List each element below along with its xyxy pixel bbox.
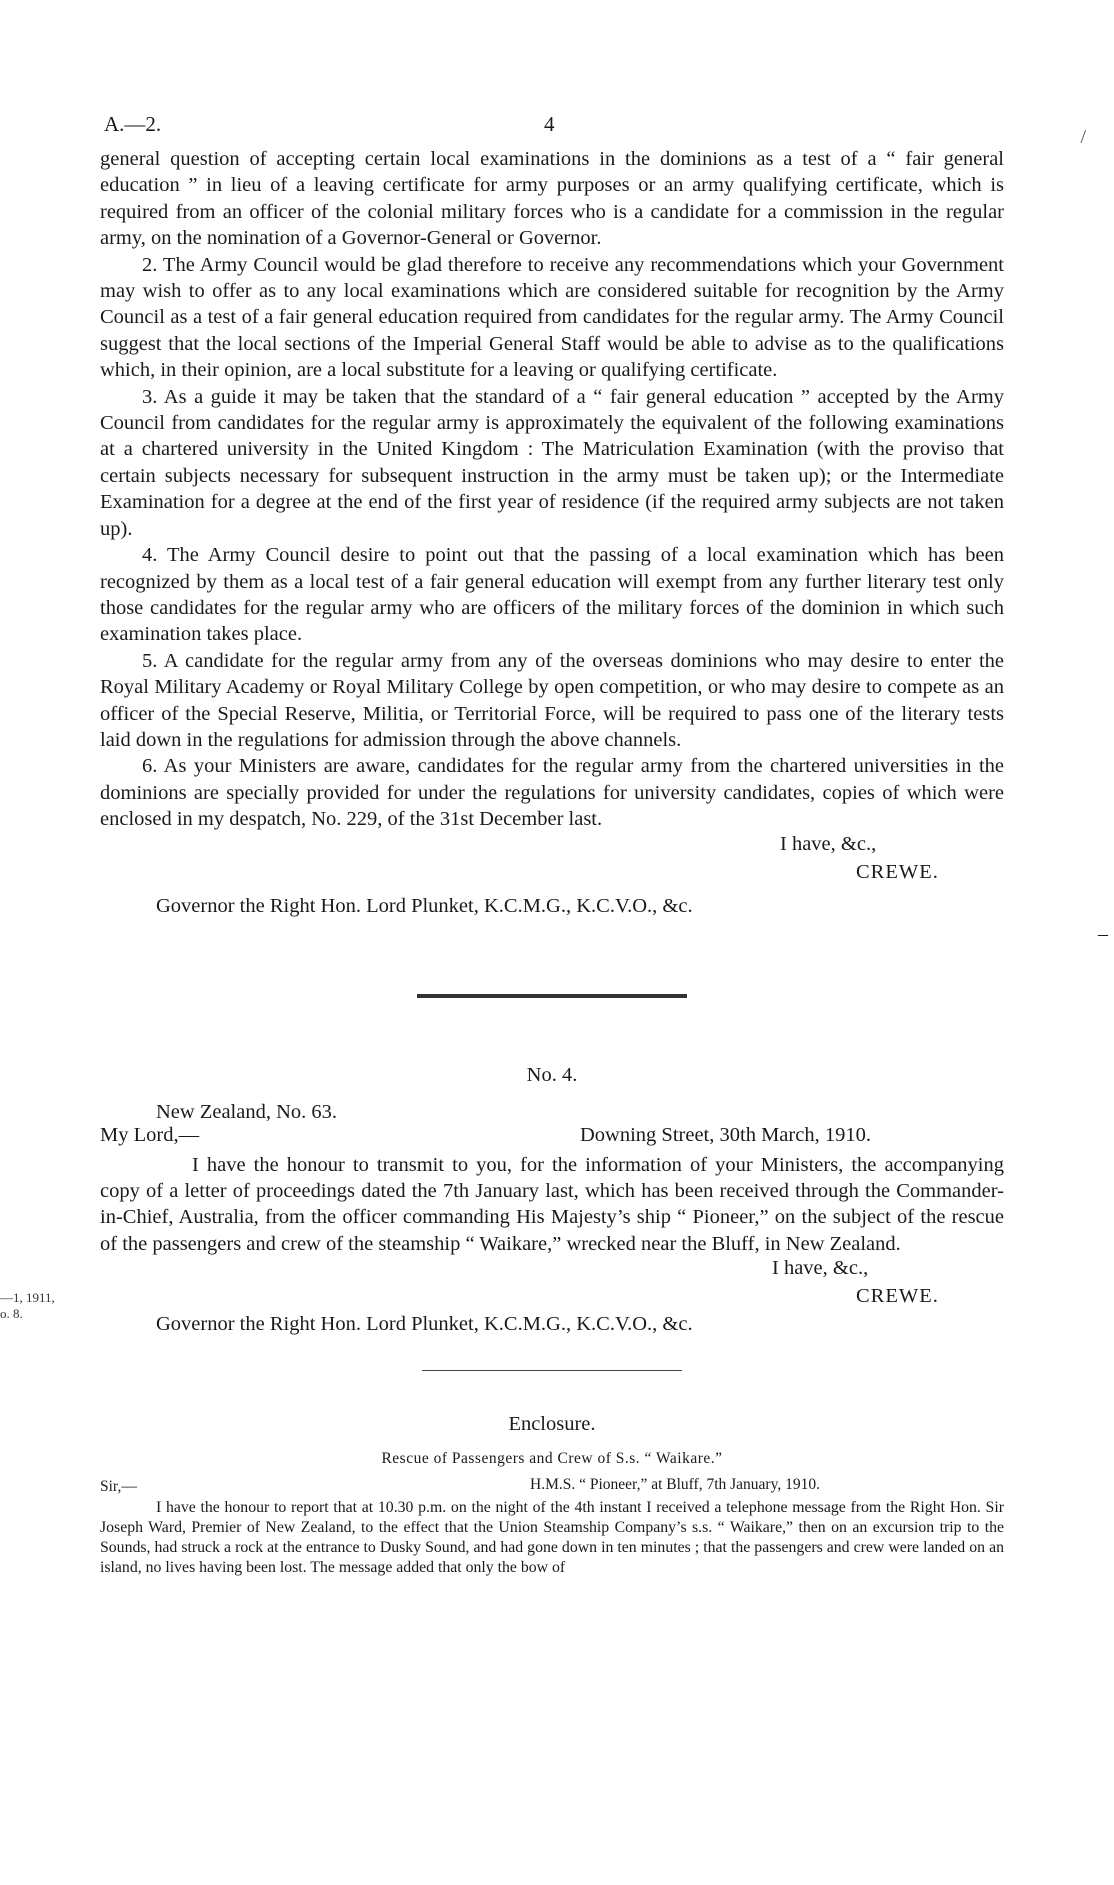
paragraph: I have the honour to report that at 10.30 p.m. on the night of the 4th instant I received a telephone message from the Right Hon. Sir Joseph Ward, Premier of New Zealand, to the effect that the Union Steamship Company’s s.s. “ Waikare,” then on an excursion trip to the Sounds, had struck a rock at the entrance to Dusky Sound, and had gone down in ten minutes ; that the passengers and crew were landed on an island, no lives having been lost. The message added that only the bow of bbox=[100, 1499, 1004, 1577]
document-code: A.—2. bbox=[104, 112, 162, 136]
paragraph: 5. A candidate for the regular army from any of the overseas dominions who may desire to enter the Royal Military Academy or Royal Military College by open competition, or who may desire to compete as an officer of the Special Reserve, Militia, or Territorial Force, will be required to pass one of the literary tests laid down in the regulations for admission through the above channels. bbox=[100, 649, 1004, 751]
signature: CREWE. bbox=[856, 860, 939, 883]
paragraph: 4. The Army Council desire to point out that the passing of a local examination which has been recognized by them as a local test of a fair general education will exempt from any further literary test only those candidates for the regular army who are officers of the military forces of the dominion in which such examination takes place. bbox=[100, 544, 1004, 646]
letter-number: No. 4. bbox=[526, 1063, 578, 1086]
letter-3-body bbox=[100, 146, 1004, 833]
date-line: Downing Street, 30th March, 1910. bbox=[580, 1123, 871, 1146]
signature-block bbox=[100, 1257, 1004, 1313]
margin-note-line: o. 8. bbox=[0, 1306, 23, 1321]
margin-dash: – bbox=[1098, 923, 1108, 945]
enclosure-heading: Rescue of Passengers and Crew of S.s. “ Waikare.” bbox=[381, 1450, 723, 1468]
salutation: Sir,— bbox=[100, 1478, 137, 1496]
addressee: Governor the Right Hon. Lord Plunket, K.C.M.G., K.C.V.O., &c. bbox=[156, 1313, 693, 1336]
addressee: Governor the Right Hon. Lord Plunket, K.C.M.G., K.C.V.O., &c. bbox=[156, 894, 693, 917]
ship-date-line: H.M.S. “ Pioneer,” at Bluff, 7th January, 1910. bbox=[530, 1476, 820, 1494]
margin-note bbox=[0, 1290, 55, 1322]
section-divider bbox=[422, 1370, 682, 1371]
section-divider bbox=[417, 994, 687, 998]
corner-mark: / bbox=[1080, 126, 1086, 148]
despatch-number: New Zealand, No. 63. bbox=[156, 1100, 338, 1123]
paragraph: general question of accepting certain local examinations in the dominions as a test of a “ fair general education ” in lieu of a leaving certificate for army purposes or an army qualifying certificate, which is required from an officer of the colonial military forces who is a candidate for a commission in the regular army, on the nomination of a Governor-General or Governor. bbox=[100, 148, 1004, 250]
salutation-row bbox=[100, 1124, 1004, 1152]
paragraph: 3. As a guide it may be taken that the standard of a “ fair general education ” accepted by the Army Council from candidates for the regular army is approximately the equivalent of the following examinations at a chartered university in the United Kingdom : The Matriculation Examination (with the proviso that certain subjects necessary for subsequent instruction in the army must be taken up); or the Intermediate Examination for a degree at the end of the first year of residence (if the required army subjects are not taken up). bbox=[100, 385, 1004, 540]
salutation: My Lord,— bbox=[100, 1123, 200, 1146]
signature-block bbox=[100, 833, 1004, 889]
enclosure-salutation-row bbox=[100, 1476, 1004, 1498]
page-header bbox=[100, 112, 1086, 148]
closing: I have, &c., bbox=[772, 1257, 869, 1280]
document-page bbox=[100, 112, 1086, 1578]
margin-note-line: —1, 1911, bbox=[0, 1290, 55, 1305]
signature: CREWE. bbox=[856, 1285, 939, 1308]
enclosure-title: Enclosure. bbox=[508, 1413, 596, 1436]
closing: I have, &c., bbox=[780, 832, 877, 855]
paragraph: I have the honour to transmit to you, for the information of your Ministers, the accompanying copy of a letter of proceedings dated the 7th January last, which has been received through the Commander-in-Chief, Australia, from the officer commanding His Majesty’s ship “ Pioneer,” on the subject of the rescue of the passengers and crew of the steamship “ Waikare,” wrecked near the Bluff, in New Zealand. bbox=[100, 1153, 1004, 1255]
paragraph: 6. As your Ministers are aware, candidates for the regular army from the chartered universities in the dominions are specially provided for under the regulations for university candidates, copies of which were enclosed in my despatch, No. 229, of the 31st December last. bbox=[100, 755, 1004, 831]
paragraph: 2. The Army Council would be glad therefore to receive any recommendations which your Government may wish to offer as to any local examinations which are considered suitable for recognition by the Army Council as a test of a fair general education required from candidates for the regular army. The Army Council suggest that the local sections of the Imperial General Staff would be able to advise as to the qualifications which, in their opinion, are a local substitute for a leaving or qualifying certificate. bbox=[100, 253, 1004, 382]
page-number: 4 bbox=[544, 112, 555, 136]
